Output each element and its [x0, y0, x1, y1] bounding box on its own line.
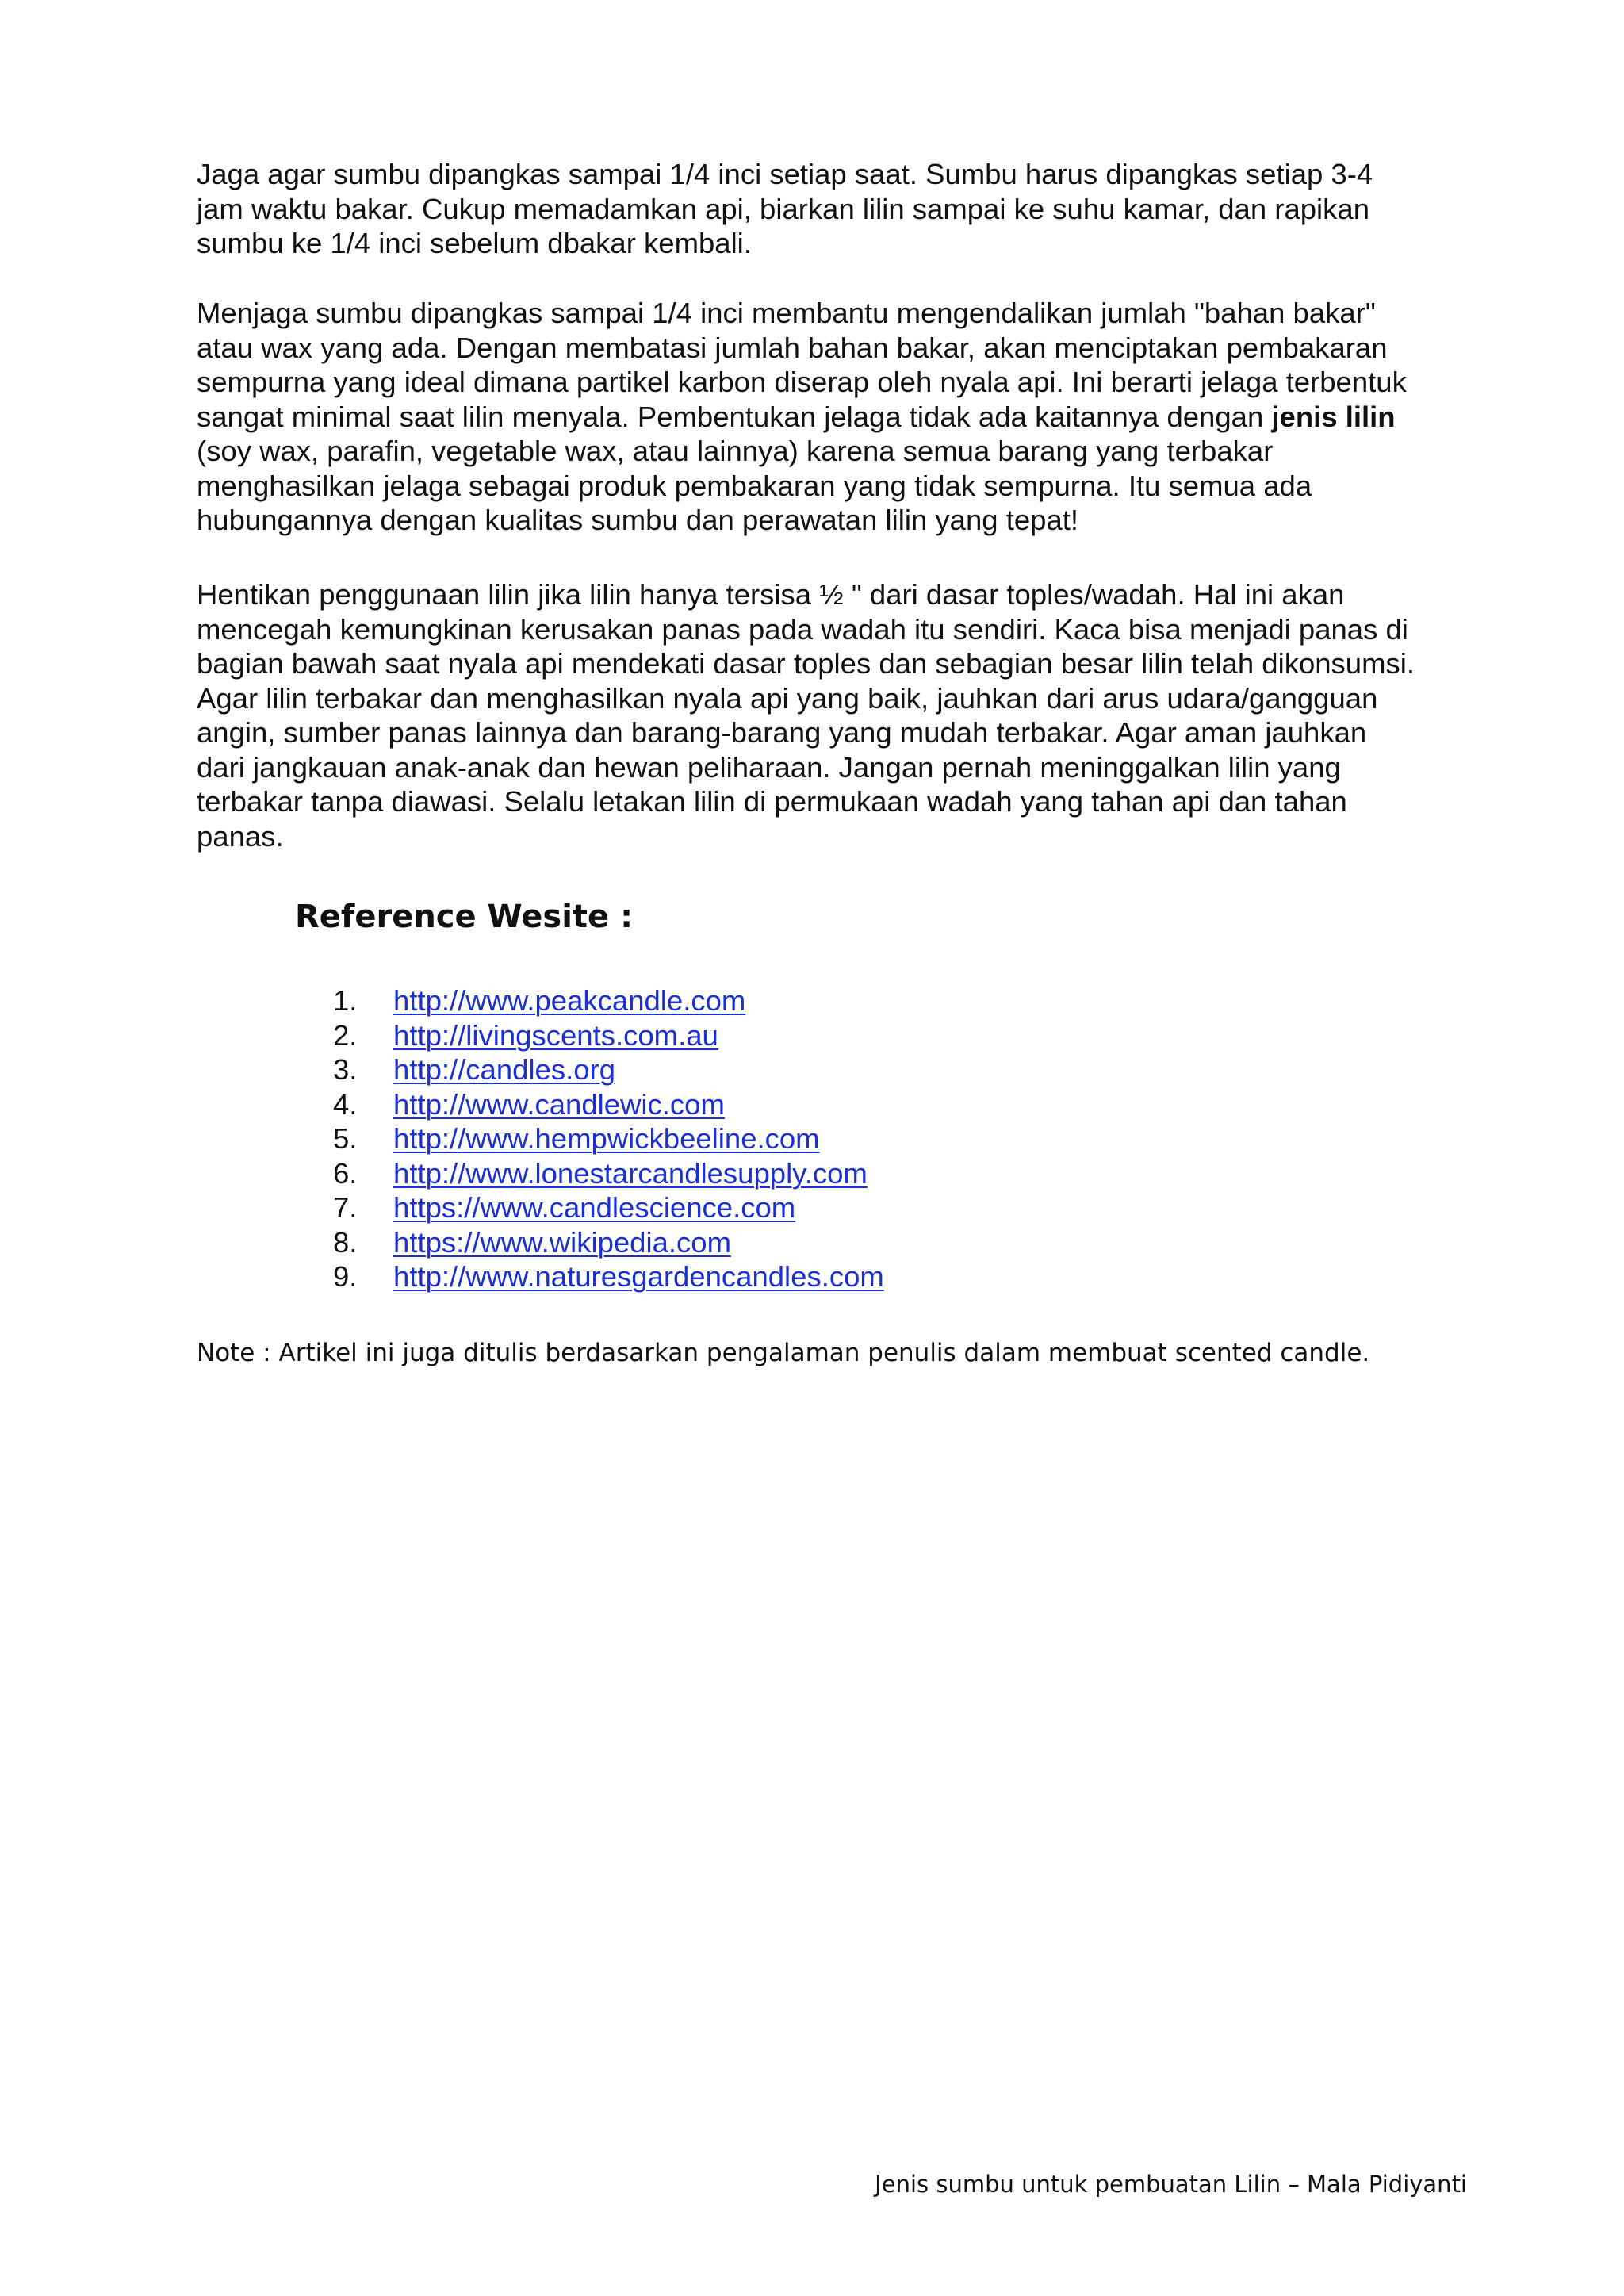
reference-list	[333, 983, 884, 1294]
paragraph-safety: Hentikan penggunaan lilin jika lilin hanya tersisa ½ " dari dasar toples/wadah. Hal ini akan mencegah kemungkinan kerusakan panas pada wadah itu sendiri. Kaca bisa menjadi panas di bagian bawah saat nyala api mendekati dasar toples dan sebagian besar lilin telah dikonsumsi. Agar lilin terbakar dan menghasilkan nyala api yang baik, jauhkan dari arus udara/gangguan angin, sumber panas lainnya dan barang-barang yang mudah terbakar. Agar aman jauhkan dari jangkauan anak-anak dan hewan peliharaan. Jangan pernah meninggalkan lilin yang terbakar tanpa diawasi. Selalu letakan lilin di permukaan wadah yang tahan api dan tahan panas.	[197, 578, 1415, 853]
paragraph-wick-trimming: Jaga agar sumbu dipangkas sampai 1/4 inci setiap saat. Sumbu harus dipangkas setiap 3-4 jam waktu bakar. Cukup memadamkan api, biarkan lilin sampai ke suhu kamar, dan rapikan sumbu ke 1/4 inci sebelum dbakar kembali.	[197, 158, 1373, 259]
reference-link[interactable]: http://www.lonestarcandlesupply.com	[393, 1156, 868, 1190]
reference-item	[333, 1259, 884, 1294]
reference-link[interactable]: http://www.candlewic.com	[393, 1087, 725, 1121]
reference-item	[333, 1121, 884, 1156]
reference-link[interactable]: http://www.peakcandle.com	[393, 984, 746, 1017]
reference-number: 9.	[333, 1260, 358, 1293]
reference-link[interactable]: http://candles.org	[393, 1053, 616, 1086]
reference-link[interactable]: https://www.candlescience.com	[393, 1191, 796, 1224]
reference-item	[333, 1225, 884, 1260]
reference-item	[333, 1052, 884, 1087]
page-footer: Jenis sumbu untuk pembuatan Lilin – Mala Pidiyanti	[875, 2171, 1467, 2198]
reference-heading: Reference Wesite :	[295, 899, 634, 935]
paragraph-soot-control	[197, 296, 1465, 538]
reference-number: 1.	[333, 984, 358, 1017]
reference-link[interactable]: http://www.naturesgardencandles.com	[393, 1260, 884, 1293]
reference-number: 6.	[333, 1156, 358, 1190]
reference-number: 2.	[333, 1018, 358, 1052]
bold-term-jenis-lilin: jenis lilin	[1271, 400, 1396, 433]
reference-item	[333, 1087, 884, 1122]
reference-link[interactable]: http://www.hempwickbeeline.com	[393, 1122, 820, 1155]
reference-link[interactable]: https://www.wikipedia.com	[393, 1225, 731, 1259]
reference-number: 5.	[333, 1122, 358, 1155]
author-note: Note : Artikel ini juga ditulis berdasarkan pengalaman penulis dalam membuat scented candle.	[197, 1339, 1370, 1367]
reference-number: 8.	[333, 1225, 358, 1259]
reference-item	[333, 1190, 884, 1225]
reference-number: 7.	[333, 1191, 358, 1224]
reference-item	[333, 1156, 884, 1191]
reference-number: 4.	[333, 1087, 358, 1121]
reference-number: 3.	[333, 1053, 358, 1086]
reference-link[interactable]: http://livingscents.com.au	[393, 1018, 718, 1052]
paragraph-soot-text-before: Menjaga sumbu dipangkas sampai 1/4 inci membantu mengendalikan jumlah "bahan bakar" atau wax yang ada. Dengan membatasi jumlah bahan bakar, akan menciptakan pembakaran sempurna yang ideal dimana partikel karbon diserap oleh nyala api. Ini berarti jelaga terbentuk sangat minimal saat lilin menyala. Pembentukan jelaga tidak ada kaitannya dengan	[197, 297, 1407, 433]
reference-item	[333, 1018, 884, 1053]
paragraph-soot-text-after: (soy wax, parafin, vegetable wax, atau lainnya) karena semua barang yang terbakar menghasilkan jelaga sebagai produk pembakaran yang tidak sempurna. Itu semua ada hubungannya dengan kualitas sumbu dan perawatan lilin yang tepat!	[197, 435, 1312, 536]
reference-item	[333, 983, 884, 1018]
